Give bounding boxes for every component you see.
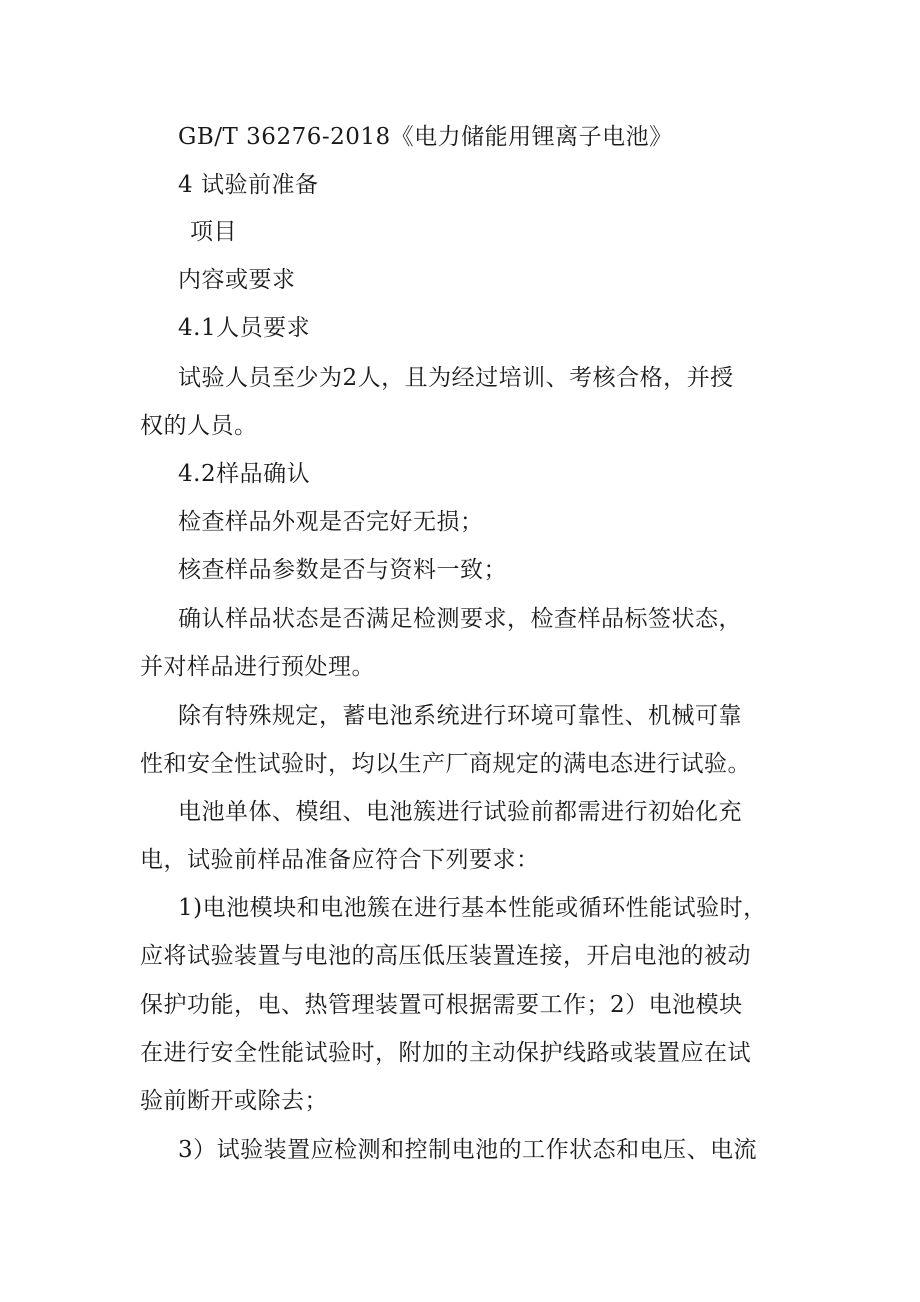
paragraph-line: 应将试验装置与电池的高压低压装置连接，开启电池的被动 <box>140 943 751 969</box>
paragraph-line: 并对样品进行预处理。 <box>140 654 375 680</box>
paragraph-line: 验前断开或除去； <box>140 1088 328 1114</box>
paragraph-line: 除有特殊规定，蓄电池系统进行环境可靠性、机械可靠 <box>178 703 742 729</box>
table-header-item: 项目 <box>190 219 237 245</box>
paragraph-line: 性和安全性试验时，均以生产厂商规定的满电态进行试验。 <box>140 751 751 777</box>
subsection-heading-4-1: 4.1人员要求 <box>178 315 311 341</box>
list-item-3: 3）试验装置应检测和控制电池的工作状态和电压、电流 <box>178 1137 758 1163</box>
paragraph-line: 电，试验前样品准备应符合下列要求： <box>140 847 540 873</box>
paragraph-line: 电池单体、模组、电池簇进行试验前都需进行初始化充 <box>178 799 742 825</box>
paragraph-line: 试验人员至少为2人，且为经过培训、考核合格，并授 <box>178 365 734 391</box>
paragraph-line: 核查样品参数是否与资料一致； <box>178 557 507 583</box>
paragraph-line: 检查样品外观是否完好无损； <box>178 509 484 535</box>
paragraph-line: 权的人员。 <box>140 413 258 439</box>
paragraph-line: 在进行安全性能试验时，附加的主动保护线路或装置应在试 <box>140 1040 751 1066</box>
list-item-1: 1)电池模块和电池簇在进行基本性能或循环性能试验时， <box>178 895 767 921</box>
section-heading-4: 4 试验前准备 <box>178 172 319 198</box>
standard-reference: GB/T 36276-2018《电力储能用锂离子电池》 <box>178 124 673 150</box>
table-header-content: 内容或要求 <box>178 267 296 293</box>
paragraph-line: 确认样品状态是否满足检测要求，检查样品标签状态， <box>178 606 742 632</box>
subsection-heading-4-2: 4.2样品确认 <box>178 461 311 487</box>
paragraph-line: 保护功能，电、热管理装置可根据需要工作；2）电池模块 <box>140 992 743 1018</box>
